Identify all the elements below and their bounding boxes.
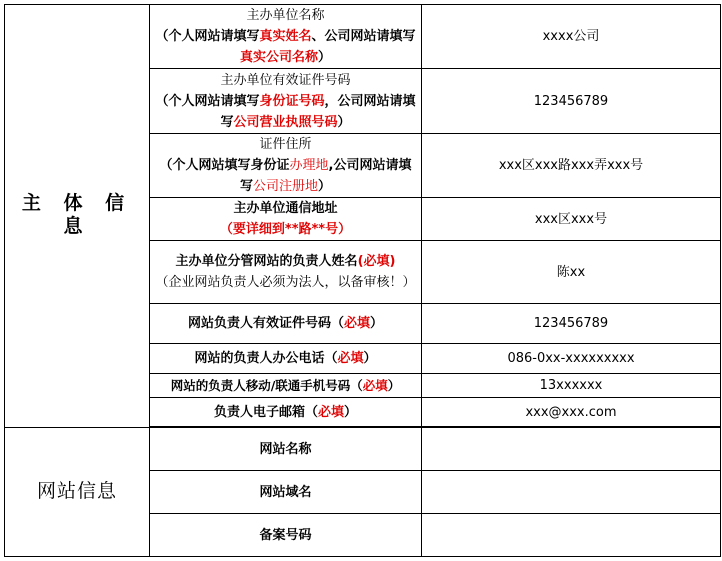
label-mobile bbox=[150, 374, 422, 398]
label-text: ） bbox=[387, 378, 401, 393]
value-org-name[interactable]: xxxx公司 bbox=[422, 5, 721, 69]
section-title-website-info: 网站信息 bbox=[36, 479, 117, 502]
label-cert-address-title: 证件住所 bbox=[259, 137, 312, 152]
note-text: 、公司网站请填写 bbox=[311, 29, 416, 44]
note-text: ） bbox=[318, 50, 332, 65]
value-site-domain[interactable] bbox=[422, 471, 721, 514]
note-highlight: 真实姓名 bbox=[259, 29, 312, 44]
label-text: 负责人电子邮箱（ bbox=[213, 404, 318, 420]
value-cert-address[interactable]: xxx区xxx路xxx弄xxx号 bbox=[422, 134, 721, 198]
value-record-number[interactable] bbox=[422, 514, 721, 557]
label-owner-name-note: （企业网站负责人必须为法人，以备审核！） bbox=[155, 275, 416, 290]
value-owner-name[interactable]: 陈xx bbox=[422, 241, 721, 304]
label-site-domain: 网站域名 bbox=[150, 471, 422, 514]
required-mark: (必填) bbox=[357, 254, 396, 269]
value-site-name[interactable] bbox=[422, 428, 721, 471]
note-text: （个人网站请填写 bbox=[155, 29, 260, 44]
label-text: 网站的负责人移动/联通手机号码（ bbox=[170, 378, 363, 393]
label-record-number: 备案号码 bbox=[150, 514, 422, 557]
label-cert-address-note bbox=[154, 155, 417, 197]
required-mark: 必填 bbox=[343, 316, 370, 331]
section-website-info bbox=[5, 428, 150, 557]
label-owner-name bbox=[150, 241, 422, 304]
value-mail-address[interactable]: xxx区xxx号 bbox=[422, 198, 721, 241]
label-text: ） bbox=[370, 316, 384, 331]
required-mark: 必填 bbox=[317, 404, 344, 420]
label-text: 主办单位分管网站的负责人姓名 bbox=[175, 254, 358, 269]
label-owner-name-title bbox=[154, 251, 417, 272]
required-mark: 必填 bbox=[362, 378, 388, 393]
section-subject-info bbox=[5, 5, 150, 428]
value-email[interactable]: xxx@xxx.com bbox=[422, 398, 721, 427]
value-mobile[interactable]: 13xxxxxx bbox=[422, 374, 721, 398]
section-title-subject-info: 主 体 信 息 bbox=[21, 192, 133, 237]
label-cert-address bbox=[150, 134, 422, 198]
table-row-site-name bbox=[5, 428, 721, 471]
value-office-phone[interactable]: 086-0xx-xxxxxxxxx bbox=[422, 344, 721, 374]
note-highlight: 办理地 bbox=[289, 158, 329, 173]
label-org-name-title: 主办单位名称 bbox=[246, 8, 325, 23]
label-email bbox=[150, 398, 422, 427]
label-office-phone bbox=[150, 344, 422, 374]
value-owner-cert[interactable]: 123456789 bbox=[422, 304, 721, 344]
note-text: （个人网站请填写 bbox=[155, 93, 260, 109]
note-text: ） bbox=[337, 114, 351, 130]
note-text: ,公司网站请填写 bbox=[239, 158, 412, 194]
label-text: 网站的负责人办公电话（ bbox=[194, 351, 338, 366]
note-highlight: 真实公司名称 bbox=[239, 50, 318, 65]
note-text: ） bbox=[318, 179, 332, 194]
label-text: ） bbox=[363, 351, 377, 366]
label-text: 网站负责人有效证件号码（ bbox=[187, 316, 344, 331]
label-text: ） bbox=[344, 404, 358, 420]
note-text: （个人网站填写身份证 bbox=[159, 158, 290, 173]
label-owner-cert bbox=[150, 304, 422, 344]
label-mail-address-note: （要详细到**路**号） bbox=[219, 222, 352, 237]
label-cert-number-note bbox=[154, 91, 417, 133]
required-mark: 必填 bbox=[337, 351, 364, 366]
note-text: ，公司网站请填写 bbox=[220, 93, 416, 130]
note-highlight: 公司营业执照号码 bbox=[233, 114, 338, 130]
label-cert-number bbox=[150, 69, 422, 134]
label-site-name: 网站名称 bbox=[150, 428, 422, 471]
label-cert-number-title: 主办单位有效证件号码 bbox=[220, 72, 351, 88]
note-highlight: 身份证号码 bbox=[259, 93, 325, 109]
label-org-name bbox=[150, 5, 422, 69]
table-row-org-name bbox=[5, 5, 721, 69]
label-mail-address-title: 主办单位通信地址 bbox=[233, 201, 338, 216]
label-org-name-note bbox=[154, 26, 417, 68]
value-cert-number[interactable]: 123456789 bbox=[422, 69, 721, 134]
label-mail-address bbox=[150, 198, 422, 241]
registration-form-table bbox=[4, 4, 721, 557]
note-highlight: 公司注册地 bbox=[252, 179, 318, 194]
